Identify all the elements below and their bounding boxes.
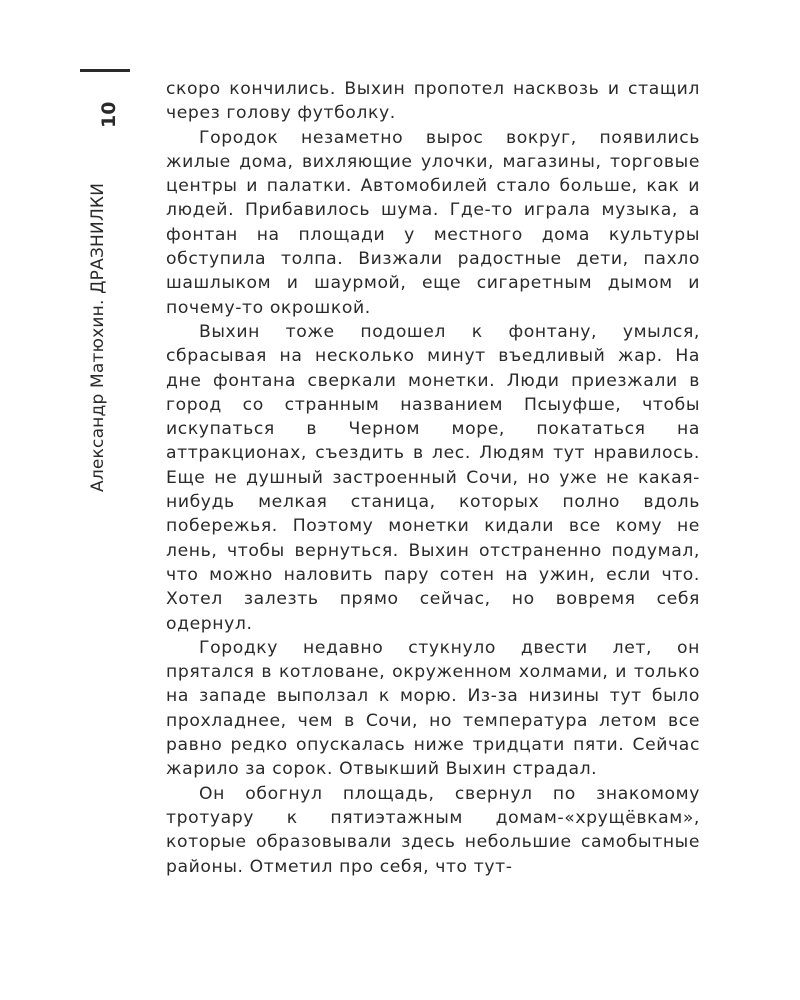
running-head-author-title: Александр Матюхин. ДРАЗНИЛКИ xyxy=(88,182,108,492)
paragraph-3: Выхин тоже подошел к фонтану, умылся, сбрасывая на несколько минут въедливый жар. На дне фонтана сверкали монетки. Люди приезжали в город со странным названием Псыуфше, чтобы искупаться в Черном море, покататься на аттракционах, съездить в лес. Людям тут нравилось. Еще не душный застроенный Сочи, но уже не какая-нибудь мелкая станица, которых полно вдоль побережья. Поэтому монетки кидали все кому не лень, чтобы вернуться. Выхин отстраненно подумал, что можно наловить пару сотен на ужин, если что. Хотел залезть прямо сейчас, но вовремя себя одернул. xyxy=(166,321,700,634)
paragraph-4: Городку недавно стукнуло двести лет, он прятался в котловане, окруженном холмами, и только на западе выползал к морю. Из-за низины тут было прохладнее, чем в Сочи, но температура летом все равно редко опускалась ниже тридцати пяти. Сейчас жарило за сорок. Отвыкший Выхин страдал. xyxy=(166,637,700,780)
paragraph-2: Городок незаметно вырос вокруг, появились жилые дома, вихляющие улочки, магазины, торговые центры и палатки. Автомобилей стало больше, как и людей. Прибавилось шума. Где-то играла музыка, а фонтан на площади у местного дома культуры обступила толпа. Визжали радостные дети, пахло шашлыком и шаурмой, еще сигаретным дымом и почему-то окрошкой. xyxy=(166,127,700,318)
body-text xyxy=(166,77,700,879)
paragraph-5: Он обогнул площадь, свернул по знакомому тротуару к пятиэтажным домам-«хрущёвкам», которые образовывали здесь небольшие самобытные районы. Отметил про себя, что тут- xyxy=(166,783,700,877)
header-rule xyxy=(80,69,130,72)
page-number: 10 xyxy=(98,101,120,128)
paragraph-1: скоро кончились. Выхин пропотел насквозь и стащил через голову футболку. xyxy=(166,79,700,124)
